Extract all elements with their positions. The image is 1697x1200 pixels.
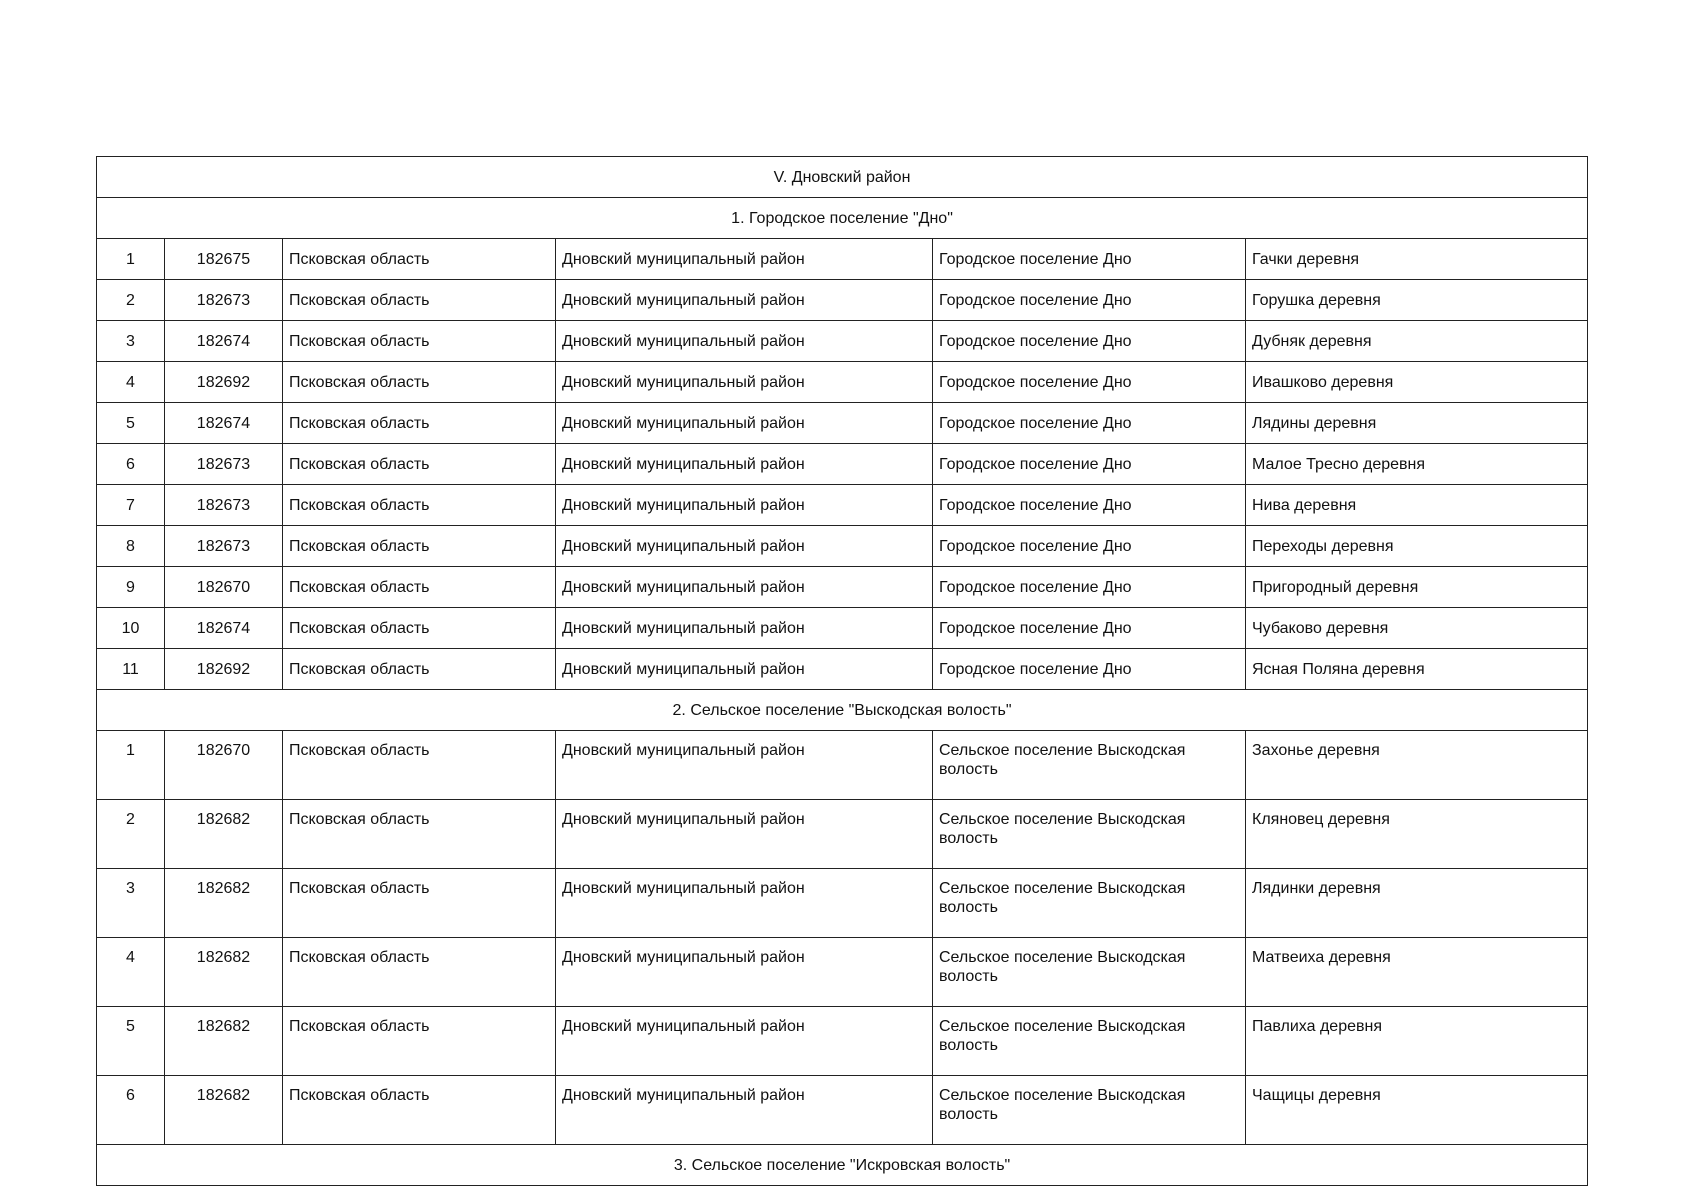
settlement-cell: Городское поселение Дно (933, 239, 1246, 280)
district-cell: Дновский муниципальный район (556, 800, 933, 869)
locality-cell: Пригородный деревня (1246, 567, 1588, 608)
locality-cell: Переходы деревня (1246, 526, 1588, 567)
postal-code-cell: 182692 (165, 362, 283, 403)
region-cell: Псковская область (283, 800, 556, 869)
region-cell: Псковская область (283, 869, 556, 938)
row-number-cell: 6 (97, 444, 165, 485)
region-cell: Псковская область (283, 280, 556, 321)
region-cell: Псковская область (283, 649, 556, 690)
row-number-cell: 3 (97, 321, 165, 362)
row-number-cell: 6 (97, 1076, 165, 1145)
settlement-cell: Сельское поселение Выскодская волость (933, 869, 1246, 938)
locality-cell: Ясная Поляна деревня (1246, 649, 1588, 690)
postal-code-cell: 182673 (165, 444, 283, 485)
table-body (97, 157, 1588, 1186)
district-cell: Дновский муниципальный район (556, 444, 933, 485)
table-row (97, 731, 1588, 800)
document-page (96, 156, 1587, 1186)
row-number-cell: 5 (97, 403, 165, 444)
table-row (97, 239, 1588, 280)
table-row (97, 1076, 1588, 1145)
locality-cell: Кляновец деревня (1246, 800, 1588, 869)
section-heading-row (97, 690, 1588, 731)
district-cell: Дновский муниципальный район (556, 869, 933, 938)
settlement-cell: Городское поселение Дно (933, 403, 1246, 444)
district-cell: Дновский муниципальный район (556, 526, 933, 567)
locality-cell: Лядины деревня (1246, 403, 1588, 444)
district-cell: Дновский муниципальный район (556, 608, 933, 649)
row-number-cell: 10 (97, 608, 165, 649)
settlement-cell: Сельское поселение Выскодская волость (933, 1076, 1246, 1145)
settlement-cell: Городское поселение Дно (933, 526, 1246, 567)
table-row (97, 444, 1588, 485)
row-number-cell: 5 (97, 1007, 165, 1076)
region-cell: Псковская область (283, 444, 556, 485)
locality-cell: Чащицы деревня (1246, 1076, 1588, 1145)
district-cell: Дновский муниципальный район (556, 280, 933, 321)
settlement-cell: Городское поселение Дно (933, 280, 1246, 321)
postal-code-cell: 182674 (165, 608, 283, 649)
postal-code-cell: 182670 (165, 567, 283, 608)
section-heading-row (97, 1145, 1588, 1186)
district-cell: Дновский муниципальный район (556, 362, 933, 403)
postal-code-cell: 182682 (165, 869, 283, 938)
region-cell: Псковская область (283, 608, 556, 649)
table-row (97, 869, 1588, 938)
postal-code-cell: 182673 (165, 485, 283, 526)
settlement-cell: Сельское поселение Выскодская волость (933, 1007, 1246, 1076)
locality-cell: Павлиха деревня (1246, 1007, 1588, 1076)
row-number-cell: 7 (97, 485, 165, 526)
settlement-cell: Сельское поселение Выскодская волость (933, 800, 1246, 869)
table-row (97, 485, 1588, 526)
postal-code-cell: 182674 (165, 403, 283, 444)
district-cell: Дновский муниципальный район (556, 567, 933, 608)
postal-code-cell: 182692 (165, 649, 283, 690)
settlement-cell: Сельское поселение Выскодская волость (933, 731, 1246, 800)
table-row (97, 567, 1588, 608)
district-cell: Дновский муниципальный район (556, 731, 933, 800)
settlement-cell: Городское поселение Дно (933, 485, 1246, 526)
region-cell: Псковская область (283, 731, 556, 800)
locality-cell: Чубаково деревня (1246, 608, 1588, 649)
locality-cell: Дубняк деревня (1246, 321, 1588, 362)
locality-cell: Захонье деревня (1246, 731, 1588, 800)
postal-code-cell: 182682 (165, 1076, 283, 1145)
settlement-cell: Городское поселение Дно (933, 321, 1246, 362)
postal-code-cell: 182682 (165, 800, 283, 869)
table-row (97, 403, 1588, 444)
postal-code-cell: 182673 (165, 280, 283, 321)
row-number-cell: 8 (97, 526, 165, 567)
postal-code-cell: 182673 (165, 526, 283, 567)
settlement-cell: Городское поселение Дно (933, 608, 1246, 649)
settlement-cell: Городское поселение Дно (933, 444, 1246, 485)
table-row (97, 649, 1588, 690)
region-cell: Псковская область (283, 321, 556, 362)
locality-cell: Ивашково деревня (1246, 362, 1588, 403)
district-cell: Дновский муниципальный район (556, 1076, 933, 1145)
postal-code-cell: 182674 (165, 321, 283, 362)
district-title: V. Дновский район (97, 157, 1588, 198)
region-cell: Псковская область (283, 239, 556, 280)
district-cell: Дновский муниципальный район (556, 485, 933, 526)
row-number-cell: 11 (97, 649, 165, 690)
district-cell: Дновский муниципальный район (556, 321, 933, 362)
row-number-cell: 2 (97, 800, 165, 869)
row-number-cell: 2 (97, 280, 165, 321)
section-heading: 3. Сельское поселение "Искровская волость" (97, 1145, 1588, 1186)
postal-code-cell: 182675 (165, 239, 283, 280)
settlement-cell: Городское поселение Дно (933, 567, 1246, 608)
settlement-cell: Городское поселение Дно (933, 649, 1246, 690)
region-cell: Псковская область (283, 1007, 556, 1076)
settlement-cell: Городское поселение Дно (933, 362, 1246, 403)
region-cell: Псковская область (283, 567, 556, 608)
row-number-cell: 1 (97, 239, 165, 280)
locality-cell: Гачки деревня (1246, 239, 1588, 280)
district-cell: Дновский муниципальный район (556, 239, 933, 280)
settlement-cell: Сельское поселение Выскодская волость (933, 938, 1246, 1007)
locality-register-table (96, 156, 1588, 1186)
region-cell: Псковская область (283, 362, 556, 403)
locality-cell: Матвеиха деревня (1246, 938, 1588, 1007)
table-row (97, 362, 1588, 403)
locality-cell: Лядинки деревня (1246, 869, 1588, 938)
row-number-cell: 4 (97, 362, 165, 403)
region-cell: Псковская область (283, 403, 556, 444)
locality-cell: Горушка деревня (1246, 280, 1588, 321)
district-cell: Дновский муниципальный район (556, 1007, 933, 1076)
region-cell: Псковская область (283, 938, 556, 1007)
table-row (97, 280, 1588, 321)
row-number-cell: 9 (97, 567, 165, 608)
table-row (97, 608, 1588, 649)
district-cell: Дновский муниципальный район (556, 403, 933, 444)
table-row (97, 526, 1588, 567)
postal-code-cell: 182682 (165, 1007, 283, 1076)
table-row (97, 938, 1588, 1007)
district-cell: Дновский муниципальный район (556, 938, 933, 1007)
section-heading-row (97, 198, 1588, 239)
row-number-cell: 3 (97, 869, 165, 938)
postal-code-cell: 182670 (165, 731, 283, 800)
region-cell: Псковская область (283, 485, 556, 526)
locality-cell: Нива деревня (1246, 485, 1588, 526)
section-heading: 1. Городское поселение "Дно" (97, 198, 1588, 239)
table-title-row (97, 157, 1588, 198)
postal-code-cell: 182682 (165, 938, 283, 1007)
row-number-cell: 1 (97, 731, 165, 800)
region-cell: Псковская область (283, 526, 556, 567)
table-row (97, 800, 1588, 869)
section-heading: 2. Сельское поселение "Выскодская волость" (97, 690, 1588, 731)
district-cell: Дновский муниципальный район (556, 649, 933, 690)
region-cell: Псковская область (283, 1076, 556, 1145)
locality-cell: Малое Тресно деревня (1246, 444, 1588, 485)
table-row (97, 321, 1588, 362)
table-row (97, 1007, 1588, 1076)
row-number-cell: 4 (97, 938, 165, 1007)
